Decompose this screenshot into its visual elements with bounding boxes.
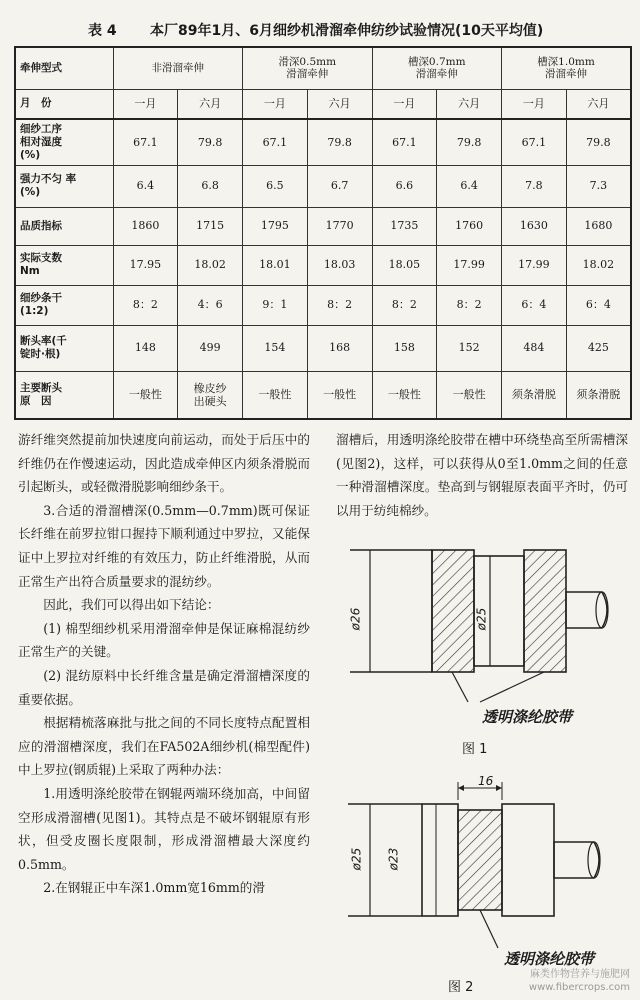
table-cell: 8：2: [113, 285, 178, 325]
month-cell: 一月: [502, 89, 567, 119]
table-cell: 152: [437, 325, 502, 371]
table-cell: 18.05: [372, 245, 437, 285]
header-row-months: [15, 89, 631, 119]
site-watermark: [529, 968, 630, 994]
month-cell: 一月: [372, 89, 437, 119]
table-cell: 79.8: [178, 119, 243, 165]
table-cell: 79.8: [307, 119, 372, 165]
table-cell: 17.95: [113, 245, 178, 285]
table-cell: 499: [178, 325, 243, 371]
row-label: 细纱条干 (1:2): [15, 285, 113, 325]
figure-2-tape-label: 透明涤纶胶带: [504, 950, 595, 968]
table-row: [15, 371, 631, 419]
table-cell: 1760: [437, 207, 502, 245]
table-cell: 8：2: [372, 285, 437, 325]
table-row: [15, 119, 631, 165]
group-header: 槽深1.0mm 滑溜牵伸: [502, 47, 632, 89]
table-cell: 8：2: [307, 285, 372, 325]
group-header: 非滑溜牵伸: [113, 47, 243, 89]
table-cell: 79.8: [566, 119, 631, 165]
month-cell: 六月: [307, 89, 372, 119]
paragraph: 因此，我们可以得出如下结论：: [43, 597, 220, 613]
row-label: 细纱工序 相对湿度 (%): [15, 119, 113, 165]
table-cell: 67.1: [372, 119, 437, 165]
table-cell: 6.7: [307, 165, 372, 207]
table-cell: 6：4: [502, 285, 567, 325]
table-cell: 6.8: [178, 165, 243, 207]
table-cell: 79.8: [437, 119, 502, 165]
table-cell: 17.99: [437, 245, 502, 285]
table-cell: 7.3: [566, 165, 631, 207]
table-cell: 18.02: [178, 245, 243, 285]
table-cell: 一般性: [243, 371, 308, 419]
row-label: 品质指标: [15, 207, 113, 245]
table-cell: 67.1: [243, 119, 308, 165]
table-cell: 须条滑脱: [566, 371, 631, 419]
table-cell: 67.1: [113, 119, 178, 165]
figure-1-inner-diameter: ø25: [474, 607, 489, 631]
table-cell: 9：1: [243, 285, 308, 325]
paragraph: (2) 混纺原料中长纤维含量是确定滑溜槽深度的重要依据。: [18, 667, 310, 707]
table-cell: 须条滑脱: [502, 371, 567, 419]
row-label: 强力不匀 率 (%): [15, 165, 113, 207]
table-cell: 168: [307, 325, 372, 371]
paragraph: 根据精梳落麻批与批之间的不同长度特点配置相应的滑溜槽深度，我们在FA502A细纱机(棉型配件)中上罗拉(钢质辊)上采取了两种办法：: [18, 715, 310, 778]
table-cell: 148: [113, 325, 178, 371]
table-cell: 1770: [307, 207, 372, 245]
table-cell: 1715: [178, 207, 243, 245]
table-cell: 18.03: [307, 245, 372, 285]
watermark-line-1: 麻类作物营养与施肥网: [530, 969, 630, 980]
table-cell: 1735: [372, 207, 437, 245]
table-cell: 154: [243, 325, 308, 371]
figure-2-groove-width: 16: [478, 774, 494, 788]
table-cell: 67.1: [502, 119, 567, 165]
table-cell: 6.6: [372, 165, 437, 207]
table-cell: 一般性: [307, 371, 372, 419]
table-cell: 484: [502, 325, 567, 371]
figure-2-drawing: [340, 770, 630, 975]
paragraph: (1) 棉型细纱机采用滑溜牵伸是保证麻棉混纺纱正常生产的关键。: [18, 620, 310, 660]
table-cell: 4：6: [178, 285, 243, 325]
table-cell: 1860: [113, 207, 178, 245]
group-header: 滑深0.5mm 滑溜牵伸: [243, 47, 373, 89]
table-row: [15, 245, 631, 285]
month-label: 月 份: [15, 89, 113, 119]
table-row: [15, 285, 631, 325]
figure-2-caption: 图 2: [448, 980, 474, 995]
table-title-bar: [0, 6, 640, 44]
header-row-groups: [15, 47, 631, 89]
table-cell: 1795: [243, 207, 308, 245]
table-cell: 18.01: [243, 245, 308, 285]
figure-1-tape-label: 透明涤纶胶带: [482, 708, 573, 726]
paragraph: 2.在钢辊正中车深1.0mm宽16mm的滑: [43, 880, 265, 896]
month-cell: 一月: [243, 89, 308, 119]
right-text-column: [336, 428, 628, 522]
figure-2-outer-diameter: ø25: [349, 847, 364, 871]
table-cell: 6.4: [113, 165, 178, 207]
paragraph: 游纤维突然提前加快速度向前运动，而处于后压中的纤维仍在作慢速运动，因此造成牵伸区内须条滑脱而引起断头，或轻微滑脱影响细纱条干。: [18, 432, 310, 495]
paragraph: 溜槽后，用透明涤纶胶带在槽中环绕垫高至所需槽深(见图2)，这样，可以获得从0至1.0mm之间的任意一种滑溜槽深度。垫高到与钢辊原表面平齐时，仍可以用于纺纯棉纱。: [336, 432, 628, 518]
table-cell: 8：2: [437, 285, 502, 325]
header-corner: 牵伸型式: [15, 47, 113, 89]
table-row: [15, 165, 631, 207]
table-cell: 18.02: [566, 245, 631, 285]
month-cell: 六月: [566, 89, 631, 119]
month-cell: 六月: [178, 89, 243, 119]
table-row: [15, 207, 631, 245]
data-table: [14, 46, 632, 420]
figure-1-caption: 图 1: [462, 742, 488, 757]
paragraph: 3.合适的滑溜槽深(0.5mm—0.7mm)既可保证长纤维在前罗拉钳口握持下顺利通过中罗拉，又能保证中上罗拉对纤维的有效压力，防止纤维滑脱，从而正常生产出符合质量要求的混纺纱。: [18, 502, 310, 589]
table-label: 表 4: [88, 23, 117, 39]
table-cell: 1680: [566, 207, 631, 245]
table-cell: 425: [566, 325, 631, 371]
table-cell: 一般性: [113, 371, 178, 419]
group-header: 槽深0.7mm 滑溜牵伸: [372, 47, 502, 89]
table-cell: 7.8: [502, 165, 567, 207]
watermark-line-2: www.fibercrops.com: [528, 982, 630, 993]
table-cell: 158: [372, 325, 437, 371]
table-cell: 6.5: [243, 165, 308, 207]
left-text-column: [18, 428, 310, 900]
row-label: 主要断头 原 因: [15, 371, 113, 419]
month-cell: 一月: [113, 89, 178, 119]
table-cell: 17.99: [502, 245, 567, 285]
figure-2-inner-diameter: ø23: [386, 847, 401, 871]
table-cell: 6：4: [566, 285, 631, 325]
table-cell: 一般性: [372, 371, 437, 419]
table-title: 本厂89年1月、6月细纱机滑溜牵伸纺纱试验情况(10天平均值): [150, 23, 544, 39]
row-label: 断头率(千 锭时·根): [15, 325, 113, 371]
figure-1-outer-diameter: ø26: [348, 607, 363, 631]
table-row: [15, 325, 631, 371]
table-cell: 一般性: [437, 371, 502, 419]
paragraph: 1.用透明涤纶胶带在钢辊两端环绕加高，中间留空形成滑溜槽(见图1)。其特点是不破坏钢辊原有形状，但受皮圈长度限制，形成滑溜槽最大深度约0.5mm。: [18, 785, 310, 872]
row-label: 实际支数 Nm: [15, 245, 113, 285]
month-cell: 六月: [437, 89, 502, 119]
table-cell: 橡皮纱 出硬头: [178, 371, 243, 419]
table-cell: 1630: [502, 207, 567, 245]
table-cell: 6.4: [437, 165, 502, 207]
